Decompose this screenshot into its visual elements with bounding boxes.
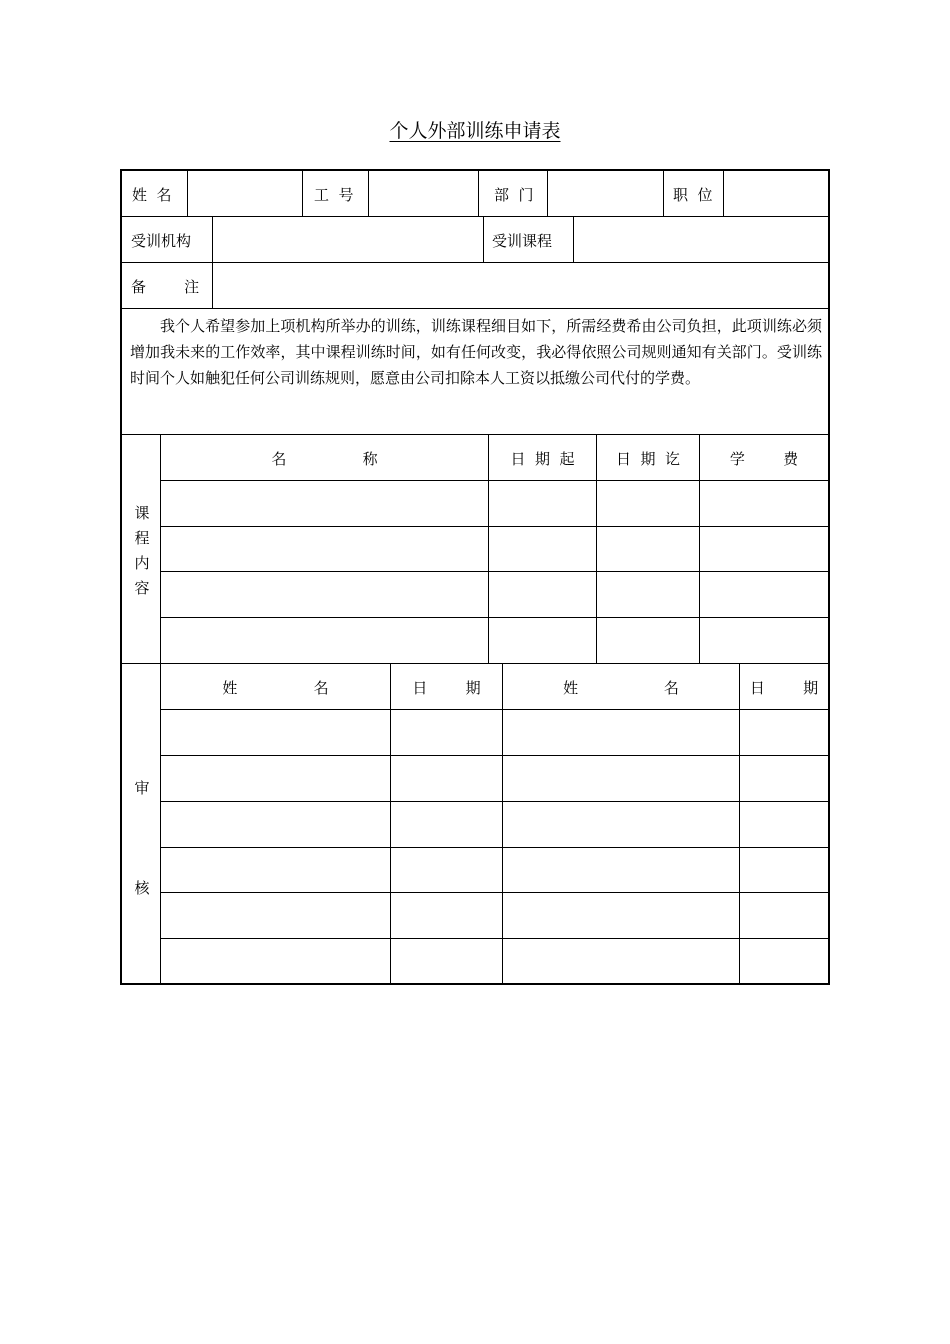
department-label: 部 门 — [494, 186, 534, 204]
course-section-label: 课程内容 — [134, 504, 150, 597]
page-title: 个人外部训练申请表 — [389, 120, 561, 142]
remarks-label: 备 注 — [131, 278, 200, 296]
training-org-label: 受训机构 — [131, 232, 192, 250]
position-field[interactable] — [724, 171, 828, 216]
course-name-header: 名 称 — [271, 450, 378, 468]
name-label: 姓 名 — [132, 186, 172, 204]
application-form — [120, 169, 830, 985]
reviewer-name-header-1: 姓 名 — [222, 679, 329, 697]
review-label-bottom: 核 — [134, 879, 150, 897]
reviewer-name-header-2: 姓 名 — [563, 679, 679, 697]
review-date-header-1: 日 期 — [412, 679, 481, 697]
department-field[interactable] — [548, 171, 663, 216]
review-label-top: 审 — [134, 779, 150, 797]
course-start-date-header: 日 期 起 — [510, 450, 575, 468]
course-end-date-header: 日 期 讫 — [615, 450, 681, 468]
statement-paragraph: 我个人希望参加上项机构所举办的训练，训练课程细目如下，所需经费希由公司负担，此项训练必须增加我未来的工作效率，其中课程训练时间，如有任何改变，我必得依照公司规则通知有关部门。受训练时间个人如触犯任何公司训练规则，愿意由公司扣除本人工资以抵缴公司代付的学费。 — [130, 317, 822, 387]
course-fee-header: 学 费 — [729, 450, 799, 468]
remarks-field[interactable] — [213, 263, 828, 308]
name-field[interactable] — [188, 171, 302, 216]
training-course-field[interactable] — [574, 217, 828, 262]
training-org-field[interactable] — [213, 217, 483, 262]
training-course-label: 受训课程 — [492, 232, 553, 250]
employee-id-label: 工 号 — [314, 186, 354, 204]
position-label: 职 位 — [673, 186, 713, 204]
review-date-header-2: 日 期 — [749, 679, 819, 697]
employee-id-field[interactable] — [369, 171, 478, 216]
